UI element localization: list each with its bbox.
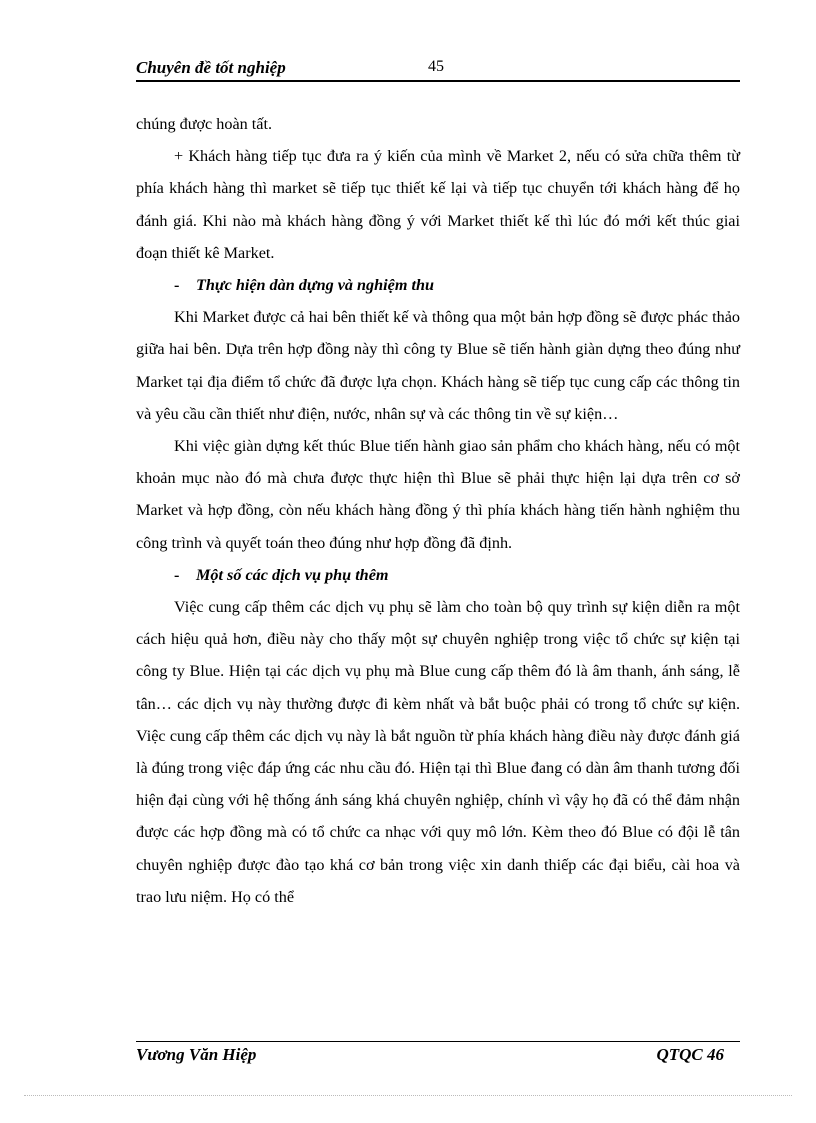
page-edge-line — [24, 1095, 792, 1096]
header-divider — [136, 80, 740, 82]
paragraph-contract: Khi Market được cả hai bên thiết kế và thông qua một bản hợp đồng sẽ được phác thảo giữa hai bên. Dựa trên hợp đồng này thì công ty Blue sẽ tiến hành giàn dựng theo đúng như Market tại địa điểm tổ chức đã được lựa chọn. Khách hàng sẽ tiếp tục cung cấp các thông tin và yêu cầu cần thiết như điện, nước, nhân sự và các thông tin về sự kiện… — [136, 308, 740, 423]
footer-divider — [136, 1041, 740, 1042]
page-number: 45 — [428, 58, 444, 75]
document-body — [136, 108, 740, 913]
paragraph-continuation: chúng được hoàn tất. — [136, 115, 273, 133]
bullet-dash: - — [174, 565, 180, 584]
subheading-text: Thực hiện dàn dựng và nghiệm thu — [196, 276, 434, 295]
paragraph-extra-services: Việc cung cấp thêm các dịch vụ phụ sẽ làm cho toàn bộ quy trình sự kiện diễn ra một cách hiệu quả hơn, điều này cho thấy một sự chuyên nghiệp trong việc tổ chức sự kiện tại công ty Blue. Hiện tại các dịch vụ phụ mà Blue cung cấp thêm đó là âm thanh, ánh sáng, lễ tân… các dịch vụ này thường được đi kèm nhất và bắt buộc phải có trong tổ chức sự kiện. Việc cung cấp thêm các dịch vụ này là bắt nguồn từ phía khách hàng điều này được đánh giá là đúng trong việc đáp ứng các nhu cầu đó. Hiện tại thì Blue đang có dàn âm thanh tương đối hiện đại cùng với hệ thống ánh sáng khá chuyên nghiệp, chính vì vậy họ đã có thể đảm nhận được các hợp đồng mà có tổ chức ca nhạc với quy mô lớn. Kèm theo đó Blue có đội lễ tân chuyên nghiệp được đào tạo khá cơ bản trong việc xin danh thiếp các đại biểu, cài hoa và trao lưu niệm. Họ có thể — [136, 598, 740, 906]
paragraph-customer-feedback: + Khách hàng tiếp tục đưa ra ý kiến của mình về Market 2, nếu có sửa chữa thêm từ phía khách hàng thì market sẽ tiếp tục thiết kế lại và tiếp tục chuyển tới khách hàng để họ đánh giá. Khi nào mà khách hàng đồng ý với Market thiết kế thì lúc đó mới kết thúc giai đoạn thiết kê Market. — [136, 147, 740, 262]
paragraph-handover: Khi việc giàn dựng kết thúc Blue tiến hành giao sản phẩm cho khách hàng, nếu có một khoản mục nào đó mà chưa được thực hiện thì Blue sẽ phải thực hiện lại dựa trên cơ sở Market và hợp đồng, còn nếu khách hàng đồng ý thì phía khách hàng tiến hành nghiệm thu công trình và quyết toán theo đúng như hợp đồng đã định. — [136, 437, 740, 552]
footer-author: Vương Văn Hiệp — [136, 1045, 257, 1064]
footer-class-code: QTQC 46 — [656, 1045, 724, 1064]
header-title: Chuyên đề tốt nghiệp — [136, 58, 286, 77]
subheading-construction — [136, 269, 740, 301]
subheading-text: Một số các dịch vụ phụ thêm — [196, 565, 389, 584]
bullet-dash: - — [174, 276, 180, 295]
subheading-extra-services — [136, 559, 740, 591]
